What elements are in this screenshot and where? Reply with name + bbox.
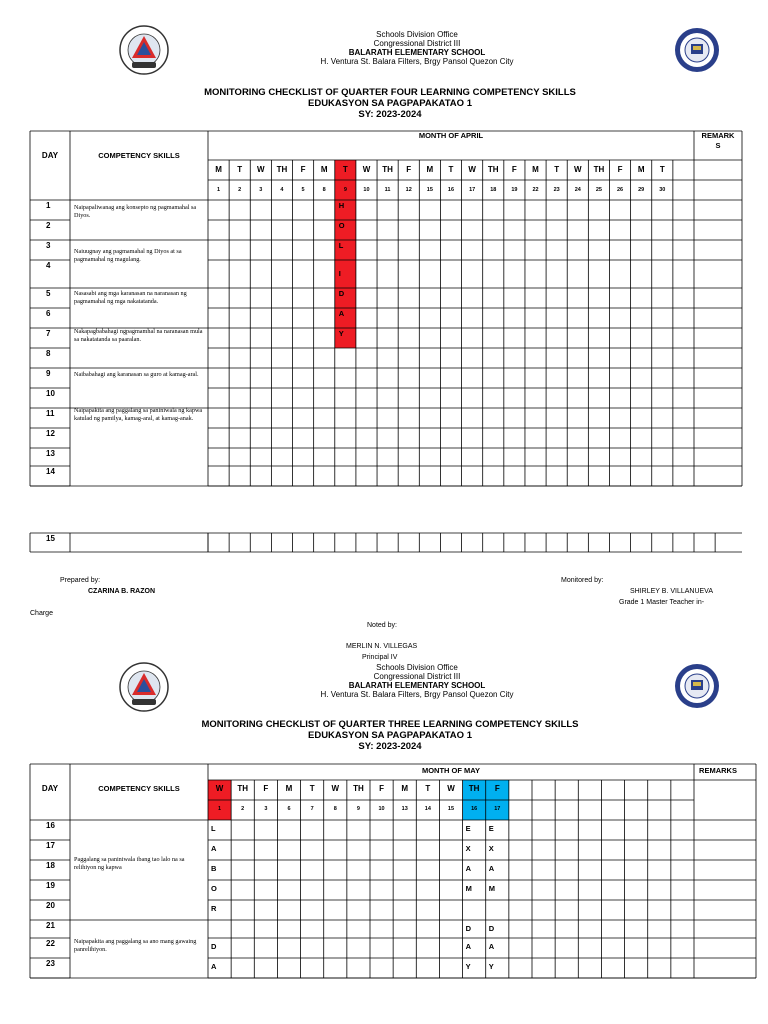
q4-holiday-letter: D [338, 289, 345, 298]
q4-holiday-letter: O [338, 221, 345, 230]
q4-date: 16 [447, 187, 455, 193]
q3-exam-letter: A [488, 942, 495, 951]
q4-day15: 15 [46, 534, 55, 543]
header2-line1: Schools Division Office [376, 663, 458, 672]
q4-skill: Nasasabi ang mga karanasan na naranasan ng pagmamahal ng mga nakatatanda. [74, 290, 187, 305]
q4-date: 9 [343, 187, 347, 193]
q4-day-number: 11 [46, 409, 55, 418]
q4-holiday-letter: L [338, 241, 344, 250]
q3-date: 10 [378, 806, 385, 812]
monitored-by-name: SHIRLEY B. VILLANUEVA [630, 588, 713, 595]
q3-exam-letter: E [465, 824, 471, 833]
q4-holiday-letter: I [338, 269, 341, 278]
q4-holiday-letter: A [338, 309, 345, 318]
q4-title-line1: MONITORING CHECKLIST OF QUARTER FOUR LEARNING COMPETENCY SKILLS [204, 87, 576, 98]
q3-weekday: TH [237, 784, 249, 793]
q4-weekday: W [573, 165, 582, 174]
school-logo-right-2 [674, 663, 720, 709]
q3-date: 16 [471, 806, 478, 812]
q3-date: 3 [264, 806, 268, 812]
monitored-by-title: Grade 1 Master Teacher in- [619, 599, 705, 606]
q3-exam-letter: D [465, 924, 471, 933]
q4-weekday: T [237, 165, 243, 174]
noted-by-label: Noted by: [367, 622, 397, 629]
q4-holiday-letter: Y [338, 329, 344, 338]
q3-skill: Naipapakita ang paggalang sa ano mang gawaing panrelihiyon. [74, 938, 197, 953]
q4-weekday: TH [593, 165, 605, 174]
q4-weekday: T [659, 165, 665, 174]
q3-day-number: 20 [46, 901, 55, 910]
q4-date: 8 [322, 187, 326, 193]
q4-weekday: M [215, 165, 222, 174]
q3-weekday: TH [468, 784, 480, 793]
q4-weekday: W [257, 165, 265, 174]
q4-weekday: W [362, 165, 371, 174]
prepared-by-name: CZARINA B. RAZON [88, 588, 156, 595]
q4-weekday: TH [382, 165, 393, 174]
q3-day-number: 19 [46, 881, 55, 890]
q3-weekday: F [494, 784, 500, 793]
q3-exam-letter: M [488, 884, 495, 893]
q3-labor-letter: L [211, 824, 216, 833]
q3-title-line1: MONITORING CHECKLIST OF QUARTER THREE LEARNING COMPETENCY SKILLS [201, 719, 579, 730]
q3-weekday: M [285, 784, 293, 793]
q4-day-number: 5 [46, 289, 51, 298]
q4-weekday: M [426, 165, 434, 174]
header-address: H. Ventura St. Balara Filters, Brgy Pansol Quezon City [320, 57, 514, 66]
q4-weekday: F [617, 165, 623, 174]
q4-date: 3 [259, 187, 263, 193]
q4-day-number: 4 [46, 261, 51, 270]
monitored-by-title2: Charge [30, 610, 53, 617]
q3-month: MONTH OF MAY [421, 766, 481, 775]
q3-day-number: 22 [46, 939, 55, 948]
q4-date: 23 [553, 187, 560, 193]
q3-date: 9 [356, 806, 360, 812]
q3-labor-letter: A [211, 844, 217, 853]
q4-remarks [694, 131, 742, 151]
q4-weekday: M [320, 165, 328, 174]
q4-weekday: F [406, 165, 412, 174]
q4-date: 5 [301, 187, 305, 193]
q3-day-number: 18 [46, 861, 55, 870]
q3-labor-letter: A [211, 962, 217, 971]
q4-date: 17 [469, 187, 476, 193]
header2-school: BALARATH ELEMENTARY SCHOOL [348, 681, 486, 690]
q3-day-number: 23 [46, 959, 55, 968]
q4-day-number: 6 [46, 309, 51, 318]
q3-title-line2: EDUKASYON SA PAGPAPAKATAO 1 [308, 730, 472, 741]
q3-exam-letter: Y [488, 962, 494, 971]
q4-day-number: 2 [46, 221, 51, 230]
q3-date: 17 [494, 806, 501, 812]
q3-weekday: W [447, 784, 455, 793]
q4-date: 25 [595, 187, 602, 193]
q3-exam-letter: A [465, 942, 471, 951]
q3-weekday: M [401, 784, 409, 793]
page-header-2 [284, 663, 550, 699]
q4-skill: Naibabahagi ang karanasan sa guro at kamag-aral. [74, 371, 199, 378]
q4-day-number: 10 [46, 389, 55, 398]
q4-weekday: M [532, 165, 539, 174]
q4-date: 15 [426, 187, 433, 193]
header2-line2: Congressional District III [373, 672, 461, 681]
q4-date: 2 [238, 187, 242, 193]
q4-month: MONTH OF APRIL [418, 131, 484, 140]
q4-day-number: 8 [46, 349, 51, 358]
q3-day-number: 16 [46, 821, 55, 830]
q3-exam-letter: E [488, 824, 494, 833]
q4-day-number: 12 [46, 429, 55, 438]
q4-day-number: 1 [46, 201, 51, 210]
noted-by-name: MERLIN N. VILLEGAS [346, 643, 418, 650]
q3-weekday: TH [353, 784, 364, 793]
q4-date: 18 [490, 187, 497, 193]
q4-skill: Nakapagbabahagi ngpagmamhal na naranasan mula sa nakatatanda sa paaralan. [74, 328, 203, 343]
q4-holiday-letter: H [338, 201, 345, 210]
q3-weekday: T [309, 784, 315, 793]
noted-by-title: Principal IV [362, 654, 398, 661]
q3-date: 15 [447, 806, 455, 812]
q3-exam-letter: M [465, 884, 472, 893]
q4-date: 12 [405, 187, 412, 193]
header-line1: Schools Division Office [376, 30, 458, 39]
q3-skill: Paggalang sa paniniwala ibang tao lalo na sa relihiyon ng kapwa [74, 856, 185, 871]
q3-date: 1 [218, 806, 222, 812]
q3-exam-letter: X [465, 844, 471, 853]
q4-weekday: T [448, 165, 454, 174]
header2-address: H. Ventura St. Balara Filters, Brgy Pansol Quezon City [320, 690, 514, 699]
q4-date: 10 [363, 187, 370, 193]
monitored-by-label: Monitored by: [561, 577, 604, 584]
q3-exam-letter: A [465, 864, 471, 873]
q4-weekday: T [554, 165, 560, 174]
q4-weekday: W [468, 165, 476, 174]
q4-date: 30 [659, 187, 666, 193]
q3-remarks: REMARKS [699, 766, 737, 775]
q4-day-number: 3 [46, 241, 51, 250]
q3-date: 2 [241, 806, 245, 812]
q4-date: 24 [574, 187, 581, 193]
q3-weekday: F [263, 784, 269, 793]
q4-weekday: F [300, 165, 306, 174]
q4-date: 1 [217, 187, 221, 193]
q4-remarks-line2: S [715, 141, 721, 150]
q4-day-number: 14 [46, 467, 55, 476]
q3-col-skills: COMPETENCY SKILLS [98, 784, 180, 793]
q3-date: 7 [310, 806, 314, 812]
q3-date: 13 [401, 806, 408, 812]
q3-exam-letter: X [488, 844, 494, 853]
q4-day-number: 13 [46, 449, 55, 458]
q3-weekday: W [215, 784, 224, 793]
q4-weekday: M [637, 165, 645, 174]
q3-date: 8 [333, 806, 337, 812]
q3-day-number: 21 [46, 921, 55, 930]
q3-labor-letter: O [211, 884, 217, 893]
q4-weekday: TH [487, 165, 499, 174]
q3-weekday: F [379, 784, 385, 793]
q4-skill: Naipapakita ang paggalang sa paniniwala ng kapwa katulad ng pamilya, kamag-aral, at kamag-anak. [74, 407, 203, 422]
q4-weekday: T [342, 165, 348, 174]
q3-weekday: T [425, 784, 431, 793]
q4-date: 22 [532, 187, 539, 193]
q4-date: 29 [638, 187, 645, 193]
q4-skill: Naiuugnay ang pagmamahal ng Diyos at sa pagmamahal ng magulang. [74, 248, 182, 263]
q4-weekday: F [511, 165, 517, 174]
q3-exam-letter: Y [465, 962, 471, 971]
division-logo-left-2 [118, 661, 170, 713]
q4-day-number: 9 [46, 369, 51, 378]
q3-labor-letter: D [211, 942, 217, 951]
header-line2: Congressional District III [373, 39, 461, 48]
q4-col-skills: COMPETENCY SKILLS [98, 151, 180, 160]
q4-weekday: TH [276, 165, 288, 174]
q3-labor-letter: B [211, 864, 217, 873]
q3-exam-letter: A [488, 864, 495, 873]
q4-date: 19 [511, 187, 518, 193]
q3-date: 6 [287, 806, 291, 812]
q4-title-line3: SY: 2023-2024 [358, 109, 422, 120]
q3-weekday: W [331, 784, 340, 793]
q4-date: 26 [616, 187, 624, 193]
q3-date: 14 [424, 806, 431, 812]
q3-day-number: 17 [46, 841, 55, 850]
q4-title-line2: EDUKASYON SA PAGPAPAKATAO 1 [308, 98, 472, 109]
q3-col-day: DAY [41, 784, 59, 793]
q4-date: 4 [280, 187, 284, 193]
q3-title-line3: SY: 2023-2024 [358, 741, 422, 752]
q4-day-number: 7 [46, 329, 51, 338]
q4-skill: Naipapaliwanag ang konsepto ng pagmamahal sa Diyos. [74, 204, 197, 219]
q3-exam-letter: D [488, 924, 495, 933]
q4-col-day: DAY [41, 151, 59, 160]
q3-labor-letter: R [211, 904, 217, 913]
q4-remarks-line1: REMARK [701, 131, 735, 140]
q4-date: 11 [384, 187, 391, 193]
prepared-by-label: Prepared by: [60, 577, 101, 584]
q3-title [140, 719, 640, 752]
header-school: BALARATH ELEMENTARY SCHOOL [348, 48, 486, 57]
